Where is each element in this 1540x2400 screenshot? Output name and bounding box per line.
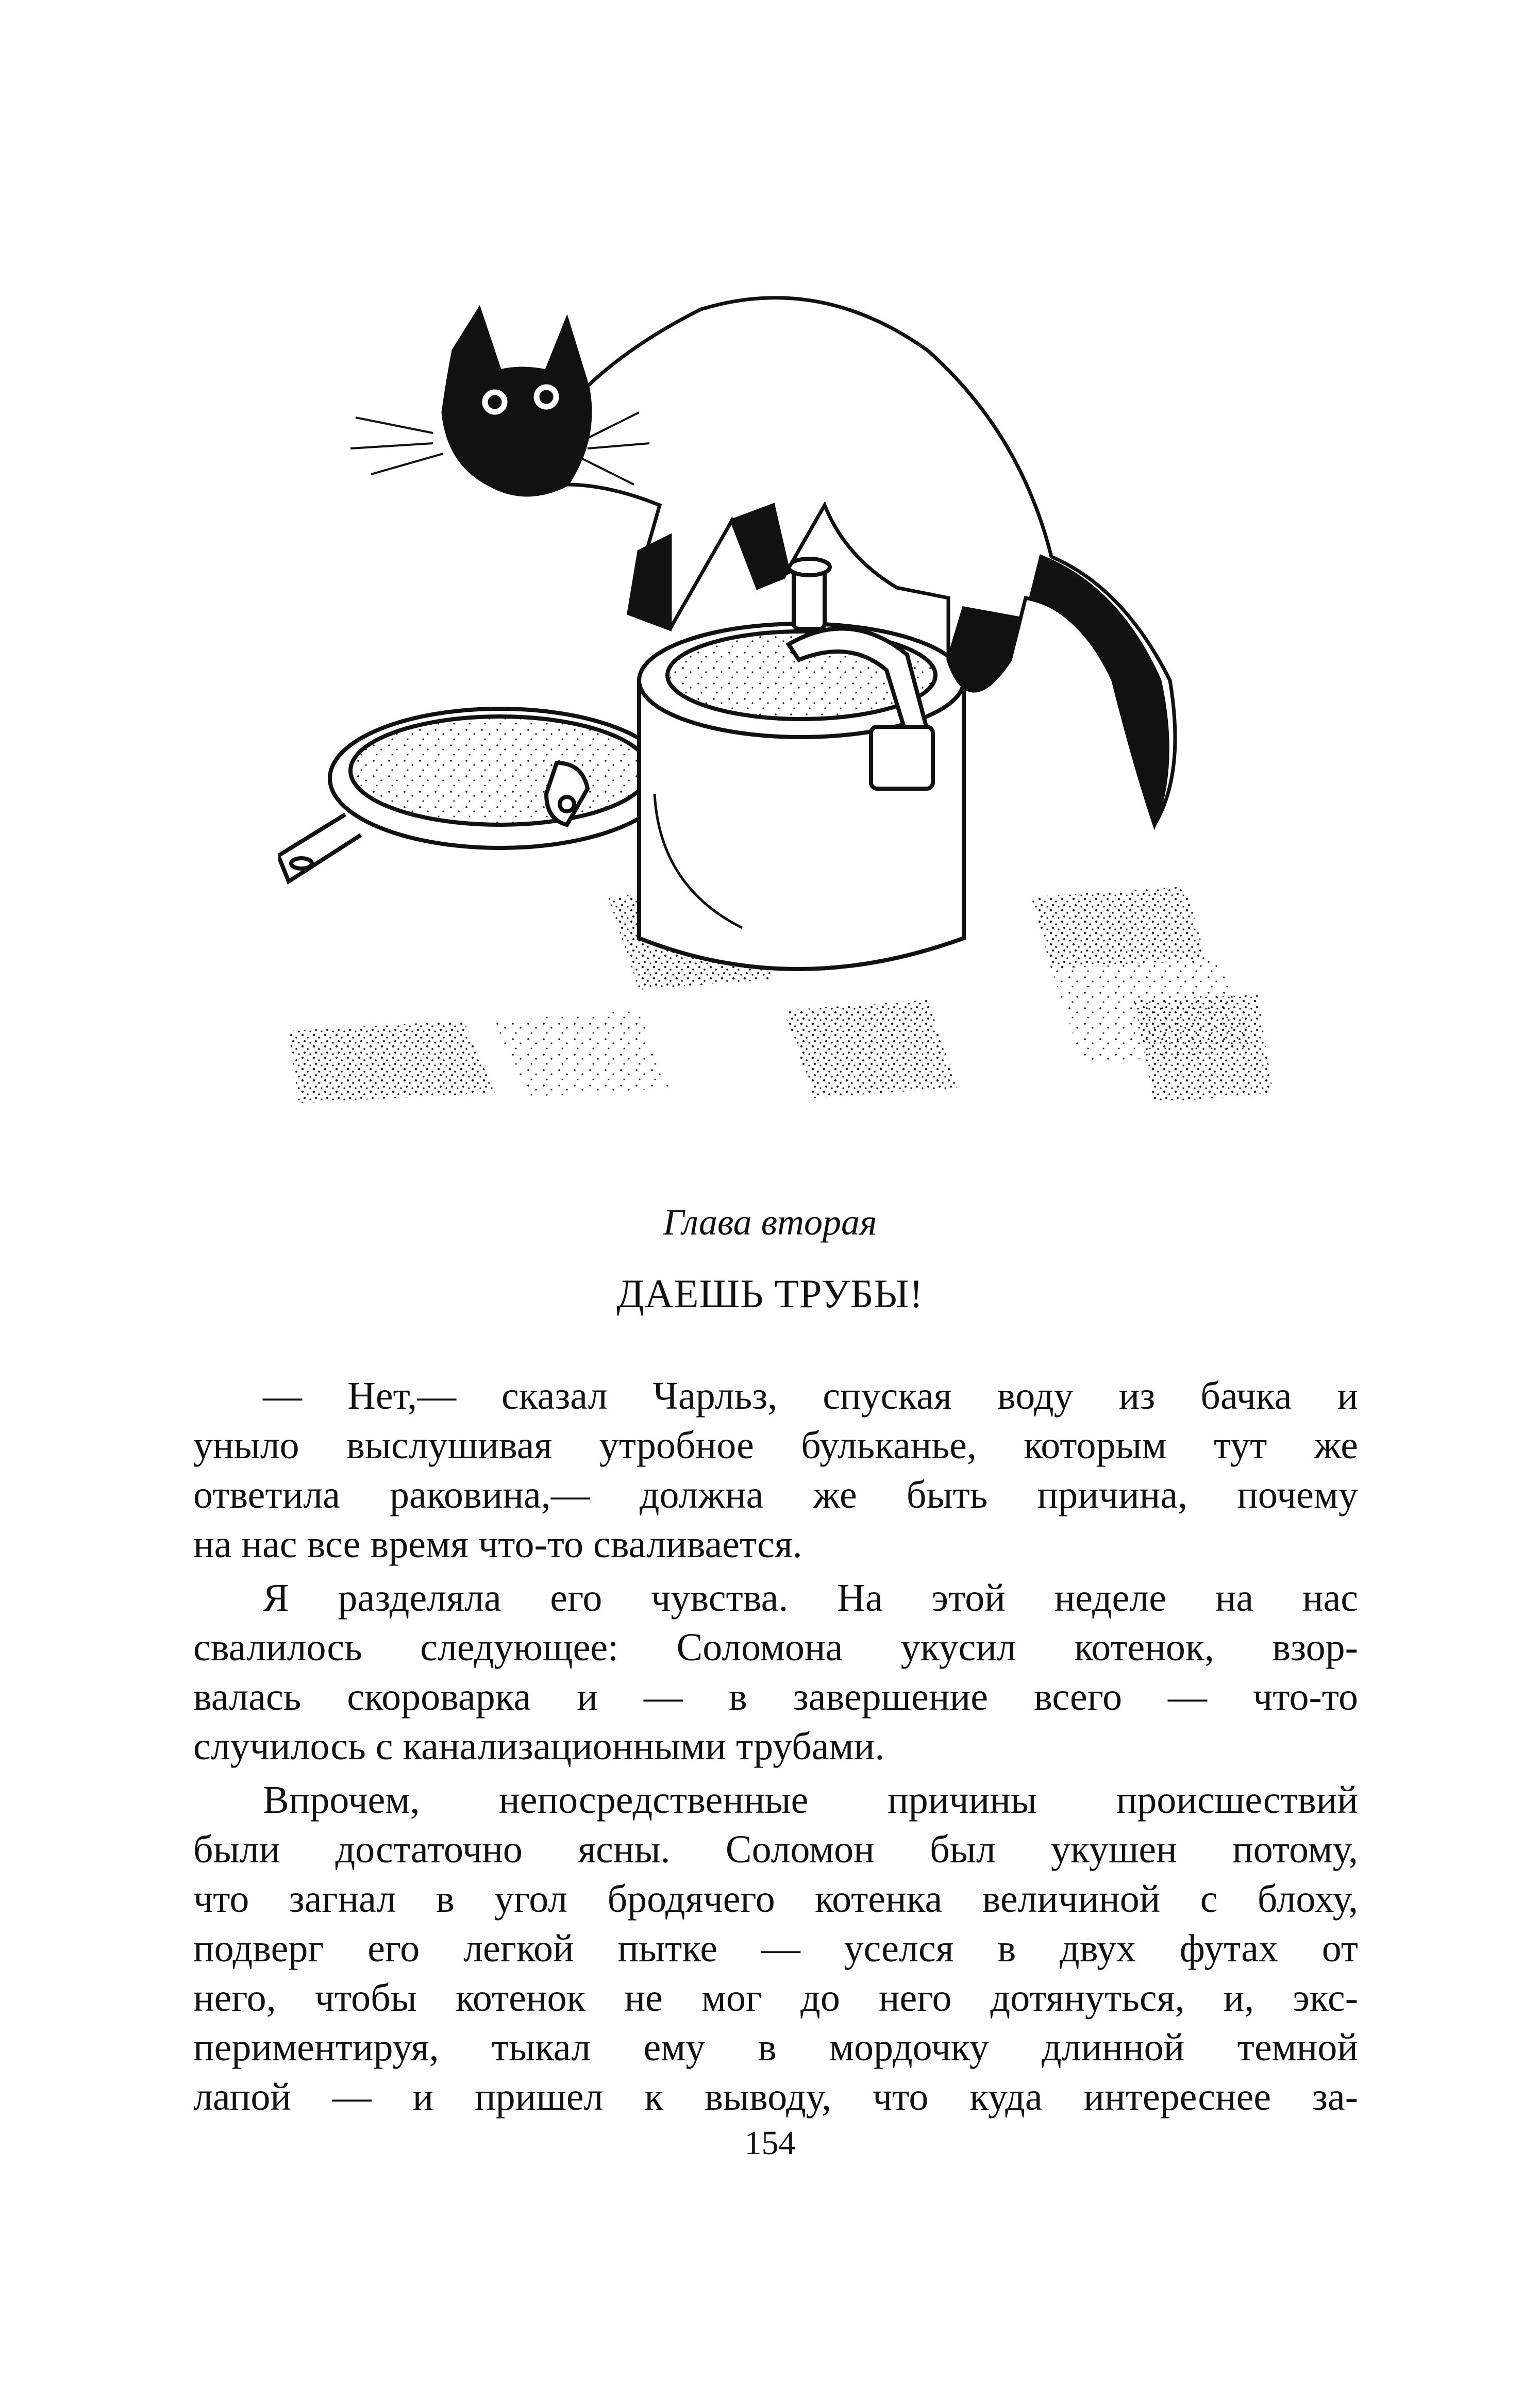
body-text (193, 1371, 1358, 2122)
frying-pan (278, 709, 670, 881)
text-line: что загнал в угол бродячего котенка величиной с блоху, (193, 1877, 1358, 1921)
text-line: валась скороварка и — в завершение всего — что-то (193, 1675, 1358, 1719)
paragraph-3 (193, 1775, 1358, 2122)
text-line: свалилось следующее: Соломона укусил котенок, взор- (193, 1626, 1358, 1669)
paragraph-2 (193, 1573, 1358, 1771)
cat-on-pressure-cooker-illustration (278, 216, 1278, 1113)
text-line: периментируя, тыкал ему в мордочку длинной темной (193, 2026, 1358, 2069)
text-line: Впрочем, непосредственные причины происшествий (263, 1778, 1358, 1822)
chapter-title: ДАЕШЬ ТРУБЫ! (616, 1271, 924, 1316)
text-line: подверг его легкой пытке — уселся в двух футах от (193, 1927, 1358, 1970)
text-line: случилось с канализационными трубами. (193, 1725, 885, 1768)
text-line: ответила раковина,— должна же быть причина, почему (193, 1473, 1358, 1516)
page-number: 154 (744, 2124, 796, 2162)
text-line: него, чтобы котенок не мог до него дотянуться, и, экс- (193, 1976, 1358, 2020)
paragraph-1 (193, 1371, 1358, 1569)
text-line: были достаточно ясны. Соломон был укушен потому, (193, 1828, 1358, 1871)
text-line: уныло выслушивая утробное бульканье, которым тут же (193, 1424, 1358, 1467)
text-line: на нас все время что-то сваливается. (193, 1523, 802, 1566)
text-line: лапой — и пришел к выводу, что куда интереснее за- (193, 2075, 1358, 2119)
chapter-label: Глава вторая (663, 1202, 877, 1243)
pressure-cooker (639, 559, 964, 969)
text-line: Я разделяла его чувства. На этой неделе на нас (263, 1576, 1358, 1620)
text-line: — Нет,— сказал Чарльз, спуская воду из бачка и (263, 1374, 1358, 1418)
